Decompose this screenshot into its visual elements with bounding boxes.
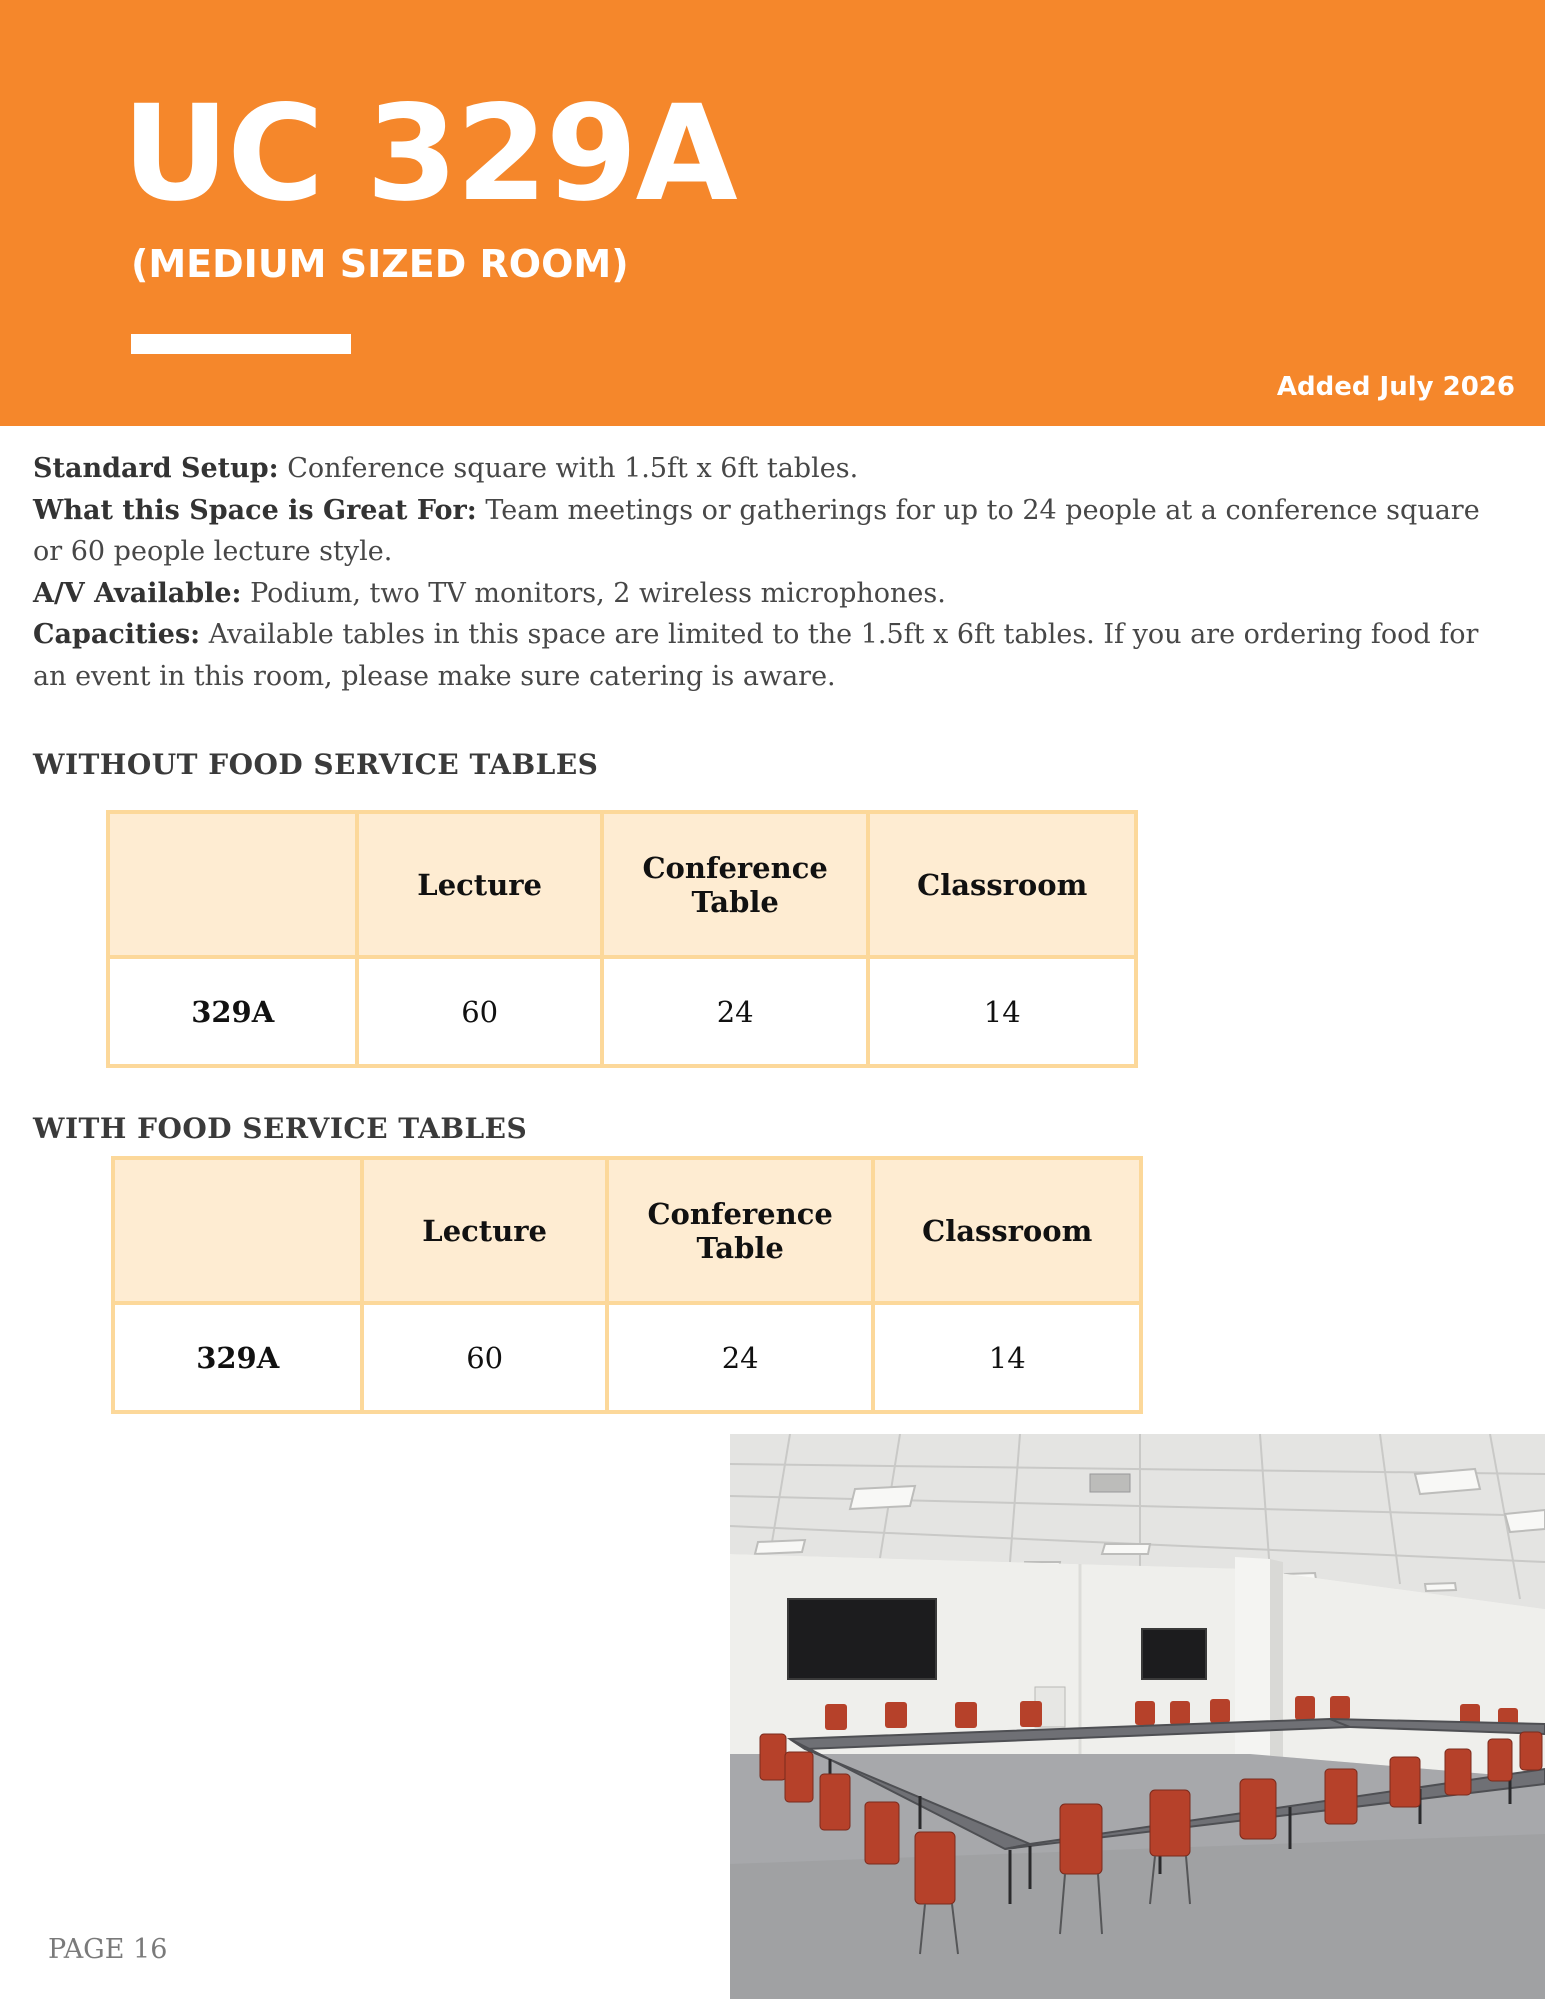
great-for-label: What this Space is Great For: (33, 494, 477, 526)
cell-lecture: 60 (362, 1303, 606, 1412)
table-row (108, 957, 1136, 1066)
row-label-room: 329A (108, 957, 357, 1066)
row-label-room: 329A (113, 1303, 362, 1412)
header-cell-lecture: Lecture (357, 812, 601, 957)
table-header-row (113, 1158, 1141, 1303)
av-text: Podium, two TV monitors, 2 wireless microphones. (241, 577, 946, 609)
added-date: Added July 2026 (1276, 372, 1515, 402)
page-number: PAGE 16 (48, 1934, 168, 1965)
av-line (33, 573, 1513, 615)
with-food-heading: WITH FOOD SERVICE TABLES (33, 1112, 528, 1145)
great-for-text: Team meetings or gatherings for up to 24 people at a conference square or 60 people lecture style. (33, 494, 1480, 567)
cell-conference: 24 (602, 957, 869, 1066)
cell-classroom: 14 (873, 1303, 1141, 1412)
capacities-text: Available tables in this space are limited to the 1.5ft x 6ft tables. If you are ordering food for an event in this room, please make sure catering is aware. (33, 619, 1479, 692)
header-cell-classroom: Classroom (873, 1158, 1141, 1303)
header-banner (0, 0, 1545, 426)
cell-lecture: 60 (357, 957, 601, 1066)
header-cell-lecture: Lecture (362, 1158, 606, 1303)
capacities-line (33, 614, 1513, 697)
header-cell-conference: Conference Table (602, 812, 869, 957)
room-description (33, 448, 1513, 697)
setup-label: Standard Setup: (33, 453, 279, 484)
great-for-line (33, 490, 1513, 573)
without-food-heading: WITHOUT FOOD SERVICE TABLES (33, 748, 599, 781)
av-label: A/V Available: (33, 577, 242, 609)
header-cell-conference: Conference Table (607, 1158, 874, 1303)
header-cell-classroom: Classroom (868, 812, 1136, 957)
setup-text: Conference square with 1.5ft x 6ft tables. (278, 453, 859, 484)
table-header-row (108, 812, 1136, 957)
cell-conference: 24 (607, 1303, 874, 1412)
table-row (113, 1303, 1141, 1412)
cell-classroom: 14 (868, 957, 1136, 1066)
header-cell-empty (108, 812, 357, 957)
header-cell-empty (113, 1158, 362, 1303)
room-photo (730, 1434, 1545, 1999)
capacity-table-with-food (111, 1156, 1143, 1414)
room-subtitle: (MEDIUM SIZED ROOM) (131, 242, 629, 286)
title-underline (131, 334, 351, 354)
capacities-label: Capacities: (33, 619, 201, 650)
capacity-table-without-food (106, 810, 1138, 1068)
setup-line (33, 448, 1513, 490)
room-title: UC 329A (122, 77, 736, 231)
